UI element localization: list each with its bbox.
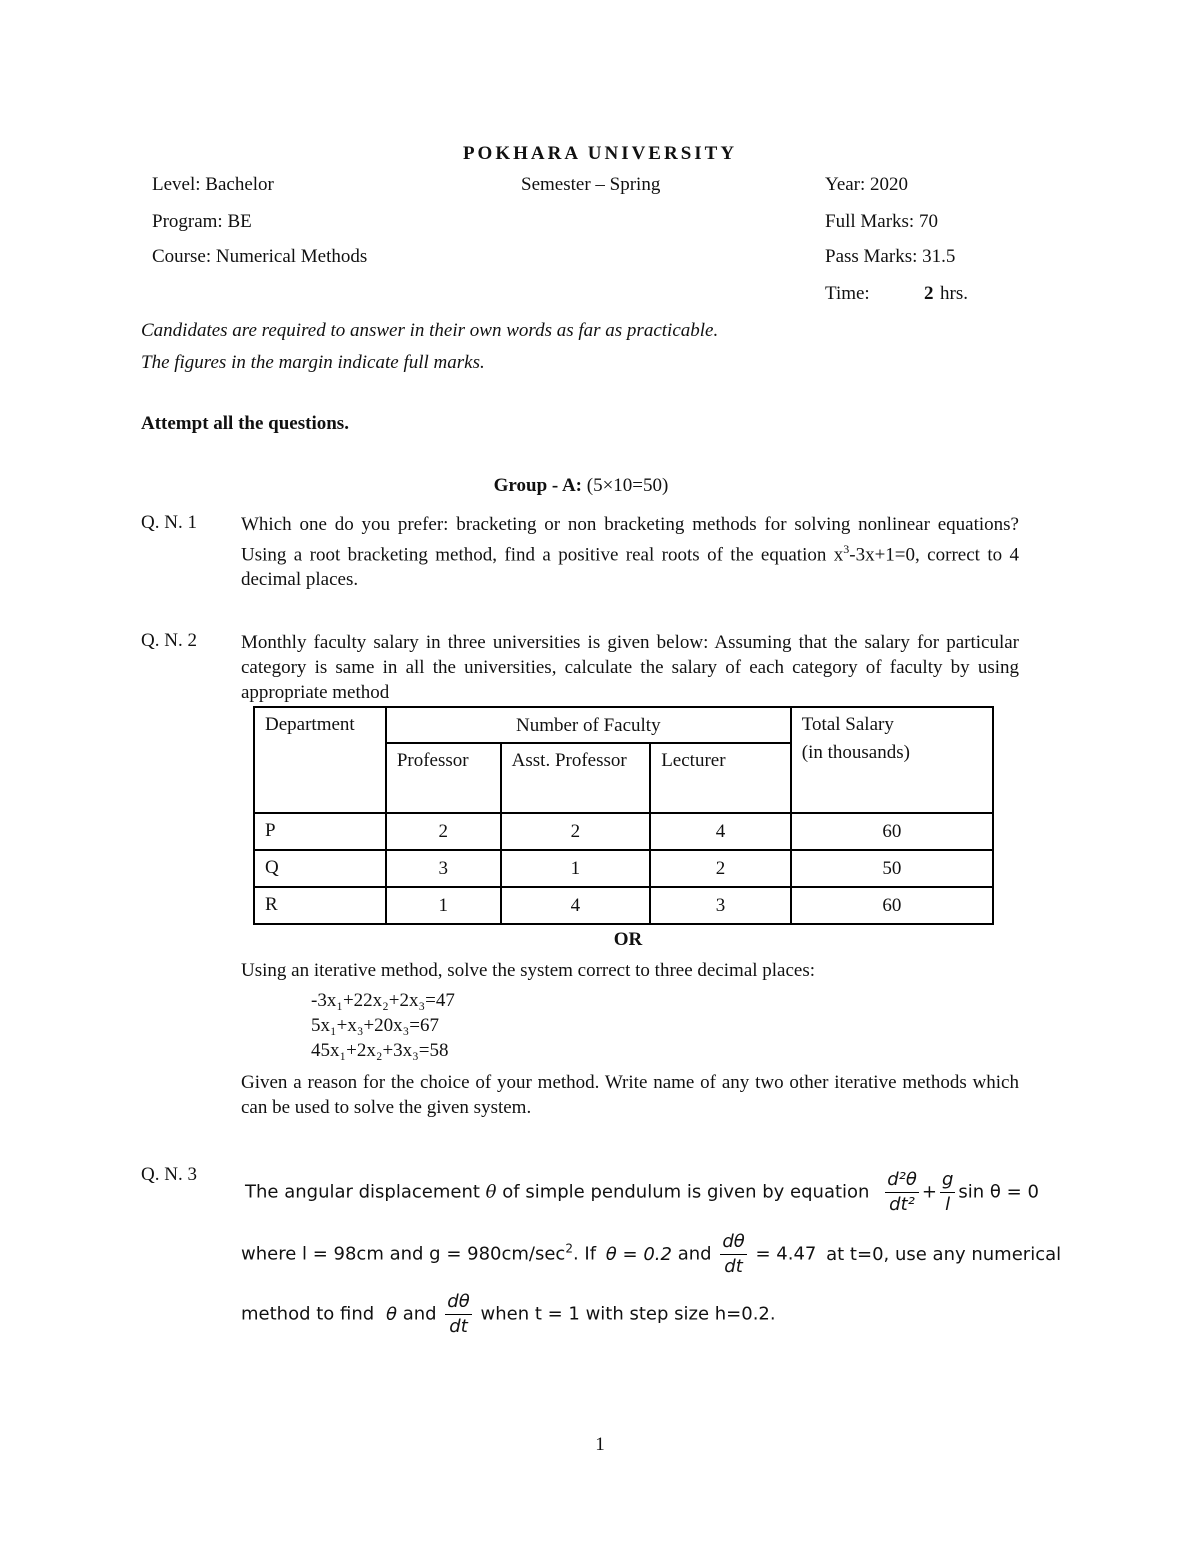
q1-label: Q. N. 1 — [141, 512, 197, 533]
q2-label: Q. N. 2 — [141, 630, 197, 651]
row-lect: 3 — [650, 887, 791, 924]
second-derivative-fraction — [885, 1168, 919, 1217]
time-value: 2 — [924, 283, 934, 304]
plus-sign: + — [921, 1181, 937, 1203]
q2-alt-text: Using an iterative method, solve the system correct to three decimal places: — [241, 960, 816, 981]
equation-1: -3x₁+22x₂+2x₃=47 — [311, 990, 455, 1011]
table-row — [254, 850, 993, 887]
row-prof: 1 — [386, 887, 501, 924]
university-title: POKHARA UNIVERSITY — [462, 143, 738, 164]
group-a-heading — [0, 475, 1162, 497]
table-header-row — [254, 707, 993, 743]
time-label: Time: — [825, 283, 870, 304]
row-dept: Q — [254, 850, 386, 887]
header-number-of-faculty: Number of Faculty — [386, 707, 791, 743]
header-professor: Professor — [386, 743, 501, 813]
row-total: 60 — [791, 887, 993, 924]
dtheta-numerator: dθ — [720, 1230, 746, 1255]
q3-line3-b: when t = 1 with step size h=0.2. — [480, 1303, 776, 1325]
q3-line-2 — [241, 1230, 1062, 1279]
dtheta-denominator: dt — [724, 1256, 743, 1277]
theta-symbol-2: θ — [385, 1303, 397, 1325]
full-marks-label: Full Marks: 70 — [825, 211, 938, 232]
header-total-salary-line2: (in thousands) — [801, 742, 910, 763]
theta-initial: θ = 0.2 — [605, 1243, 672, 1265]
header-lecturer: Lecturer — [650, 743, 791, 813]
row-dept: R — [254, 887, 386, 924]
or-separator: OR — [613, 929, 643, 950]
group-a-title: Group - A: — [493, 475, 582, 496]
frac2-denominator: l — [945, 1194, 951, 1215]
salary-table — [253, 706, 994, 925]
row-total: 50 — [791, 850, 993, 887]
theta-symbol: θ — [485, 1181, 497, 1203]
row-total: 60 — [791, 813, 993, 850]
q3-line2-a: where l = 98cm and g = 980cm/sec — [241, 1243, 566, 1265]
dtheta-value: = 4.47 — [755, 1243, 817, 1265]
row-lect: 4 — [650, 813, 791, 850]
course-label: Course: Numerical Methods — [152, 246, 368, 267]
row-lect: 2 — [650, 850, 791, 887]
sin-expression: sin θ = 0 — [958, 1181, 1039, 1203]
level-label: Level: Bachelor — [152, 174, 274, 195]
q1-text-b: -3x+1=0, correct to 4 decimal places. — [241, 544, 1019, 591]
equation-2: 5x₁+x₃+20x₃=67 — [311, 1015, 440, 1036]
year-label: Year: 2020 — [825, 174, 909, 195]
q3-line2-c: at t=0, use any numerical — [826, 1243, 1062, 1265]
row-prof: 2 — [386, 813, 501, 850]
dtheta2-numerator: dθ — [445, 1290, 471, 1315]
row-dept: P — [254, 813, 386, 850]
q3-line1-mid: of simple pendulum is given by equation — [502, 1181, 870, 1203]
row-prof: 3 — [386, 850, 501, 887]
page-number: 1 — [595, 1434, 605, 1455]
row-asst: 2 — [501, 813, 651, 850]
q3-line2-sup: 2 — [565, 1241, 573, 1256]
frac2-numerator: g — [940, 1168, 955, 1193]
frac1-numerator: d²θ — [885, 1168, 919, 1193]
q3-line-1 — [245, 1168, 1039, 1217]
dtheta2-denominator: dt — [449, 1316, 468, 1337]
q3-label: Q. N. 3 — [141, 1164, 197, 1185]
q2-reason: Given a reason for the choice of your method. Write name of any two other iterative methods which can be used to solve the given system. — [241, 1072, 1019, 1118]
q3-and-2: and — [402, 1303, 437, 1325]
q3-line2-b: . If — [572, 1243, 597, 1265]
dtheta-dt-fraction-2 — [445, 1290, 471, 1339]
semester-label: Semester – Spring — [521, 174, 661, 195]
q3-line-3 — [241, 1290, 1021, 1339]
q3-and-1: and — [677, 1243, 712, 1265]
q2-text: Monthly faculty salary in three universities is given below: Assuming that the salary for particular category is same in all the universities, calculate the salary of each category of faculty by using appropriate method — [241, 632, 1019, 703]
instruction-line-2: The figures in the margin indicate full marks. — [141, 352, 485, 373]
attempt-all-heading: Attempt all the questions. — [141, 413, 349, 434]
group-a-marks: (5×10=50) — [586, 475, 669, 496]
instruction-line-1: Candidates are required to answer in their own words as far as practicable. — [141, 320, 719, 341]
header-department: Department — [254, 707, 386, 813]
q3-line3-a: method to find — [241, 1303, 375, 1325]
table-row — [254, 887, 993, 924]
dtheta-dt-fraction — [720, 1230, 746, 1279]
row-asst: 4 — [501, 887, 651, 924]
program-label: Program: BE — [152, 211, 252, 232]
header-total-salary-line1: Total Salary — [801, 714, 894, 735]
header-asst-professor: Asst. Professor — [501, 743, 651, 813]
g-over-l-fraction — [940, 1168, 955, 1217]
time-unit: hrs. — [940, 283, 968, 304]
header-total-salary — [791, 707, 993, 813]
q1-text — [241, 512, 1019, 592]
q1-sup: 3 — [843, 542, 850, 556]
equation-3: 45x₁+2x₂+3x₃=58 — [311, 1040, 449, 1061]
row-asst: 1 — [501, 850, 651, 887]
q3-line1-text: The angular displacement — [245, 1181, 480, 1203]
pass-marks-label: Pass Marks: 31.5 — [825, 246, 956, 267]
q1-text-a: Which one do you prefer: bracketing or non bracketing methods for solving nonlinear equations? Using a root bracketing method, find a positive real roots of the equation x — [241, 514, 1019, 566]
table-row — [254, 813, 993, 850]
frac1-denominator: dt² — [889, 1194, 915, 1215]
